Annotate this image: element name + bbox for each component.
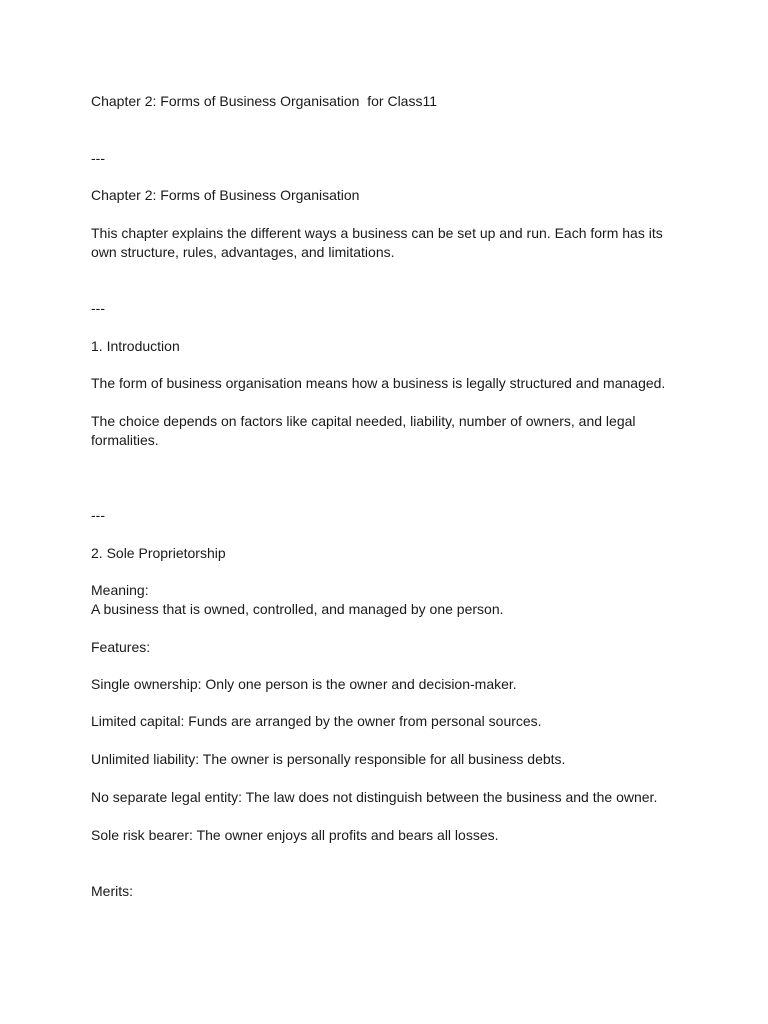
section-heading-introduction: 1. Introduction	[91, 338, 180, 354]
introduction-paragraph: The form of business organisation means how a business is legally structured and managed.	[91, 375, 666, 391]
feature-item: Limited capital: Funds are arranged by the owner from personal sources.	[91, 713, 542, 729]
chapter-heading: Chapter 2: Forms of Business Organisation	[91, 187, 360, 203]
meaning-label: Meaning:	[91, 582, 149, 598]
feature-item: Unlimited liability: The owner is personally responsible for all business debts.	[91, 751, 566, 767]
features-label: Features:	[91, 639, 151, 655]
document-title: Chapter 2: Forms of Business Organisation for Class11	[91, 93, 438, 109]
separator: ---	[91, 150, 105, 166]
feature-item: Single ownership: Only one person is the owner and decision-maker.	[91, 676, 517, 692]
intro-paragraph: This chapter explains the different ways a business can be set up and run. Each form has its own structure, rules, advantages, and limitations.	[91, 225, 667, 260]
introduction-paragraph: The choice depends on factors like capital needed, liability, number of owners, and legal formalities.	[91, 413, 640, 448]
section-heading-sole-proprietorship: 2. Sole Proprietorship	[91, 545, 226, 561]
feature-item: No separate legal entity: The law does not distinguish between the business and the owner.	[91, 789, 658, 805]
separator: ---	[91, 300, 105, 316]
separator: ---	[91, 507, 105, 523]
merits-label: Merits:	[91, 883, 133, 899]
feature-item: Sole risk bearer: The owner enjoys all profits and bears all losses.	[91, 827, 499, 843]
meaning-text: A business that is owned, controlled, and managed by one person.	[91, 601, 504, 617]
